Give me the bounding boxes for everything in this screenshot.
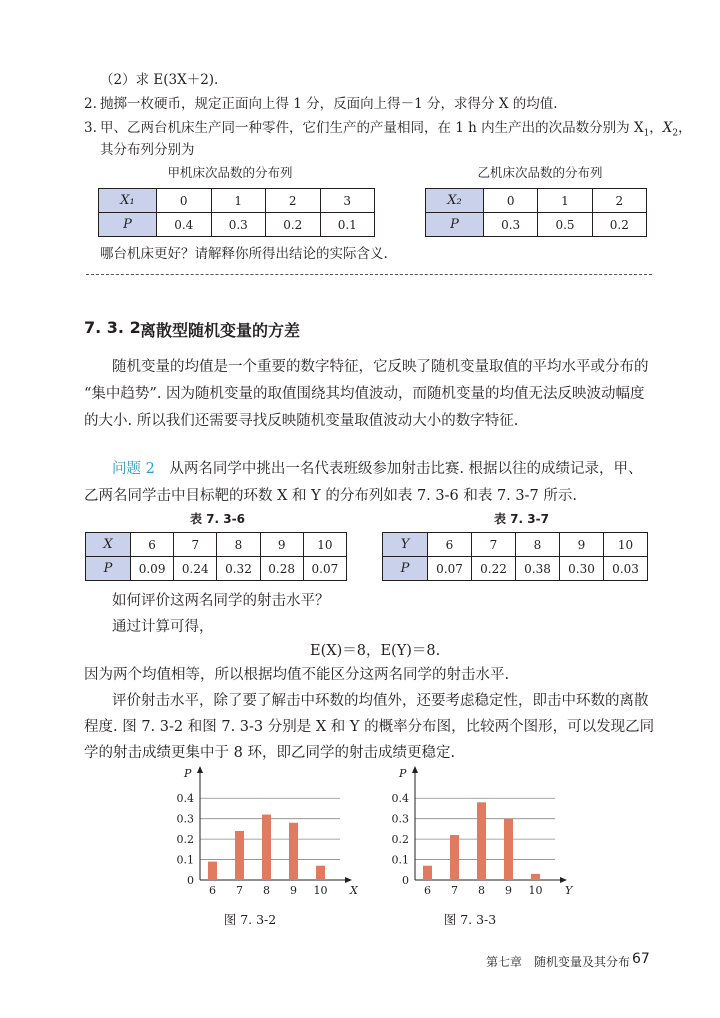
y-axis-label: P [184,767,192,780]
body-line: 程度. 图 7. 3-2 和图 7. 3-3 分别是 X 和 Y 的概率分布图，比较两个图形，可以发现乙同 [84,719,655,735]
table-cell: 6 [131,533,174,557]
table-cell: 0.22 [472,557,516,581]
table-cell: 0.28 [260,557,303,581]
exercise-2-text: 抛掷一枚硬币，规定正面向上得 1 分，反面向上得－1 分，求得分 X 的均值. [100,96,558,112]
table-y-caption: 表 7. 3-7 [494,512,549,526]
body-line: 学的射击成绩更集中于 8 环，即乙同学的射击成绩更稳定. [84,745,456,761]
x-tick-label: 8 [263,884,270,897]
bar [208,862,217,880]
x-tick-label: 8 [478,884,485,897]
chart-y-probability [385,764,575,900]
figure-caption-2: 图 7. 3-3 [443,912,497,927]
table-cell: 9 [560,533,604,557]
paragraph-line: “集中趋势”. 因为随机变量的取值围绕其均值波动，而随机变量的均值无法反映波动幅度 [84,386,645,402]
table-cell: 1 [538,189,592,213]
jia-table-caption: 甲机床次品数的分布列 [167,165,293,180]
table-header-x2: X₂ [426,189,484,213]
x-tick-label: 9 [290,884,297,897]
bar [316,866,325,880]
bar [289,823,298,880]
exercise-3-number: 3. [84,120,97,136]
chapter-footer: 第七章 随机变量及其分布 [486,955,631,969]
table-header-p: P [383,557,428,581]
y-tick-label: 0.2 [176,833,194,847]
y-axis-arrow-icon [197,766,203,773]
table-cell: 8 [217,533,260,557]
body-line: 因为两个均值相等，所以根据均值不能区分这两名同学的射击水平. [84,667,510,683]
exercise-3-text: 甲、乙两台机床生产同一种零件，它们生产的产量相同，在 1 h 内生产出的次品数分别为 $X_1$，$X_2$， [100,120,692,139]
table-cell: 0.30 [560,557,604,581]
y-tick-label: 0.2 [391,833,409,847]
y-tick-label: 0.4 [176,792,194,806]
x-tick-label: 6 [424,884,431,897]
table-header-p: P [426,213,484,237]
exercise-2-number: 2. [84,96,97,112]
jia-distribution-table [98,188,375,237]
x-tick-label: 9 [505,884,512,897]
section-title: 离散型随机变量的方差 [140,321,301,340]
exercise-3-text-2: 其分布列分别为 [100,142,195,158]
table-cell: 0.32 [217,557,260,581]
y-tick-label: 0.4 [391,792,409,806]
y-tick-label: 0.3 [176,812,194,826]
problem-line: 问题 2 从两名同学中挑出一名代表班级参加射击比赛. 根据以往的成绩记录，甲、 [112,461,643,477]
x-tick-label: 7 [236,884,243,897]
problem-label: 问题 2 [112,461,155,477]
table-cell: 0.2 [266,213,321,237]
bar [450,835,459,880]
y-axis-arrow-icon [412,766,418,773]
table-header-y: Y [383,533,428,557]
body-line: 通过计算可得， [112,619,214,635]
paragraph-line: 的大小. 所以我们还需要寻找反映随机变量取值波动大小的数字特征. [84,413,519,429]
y-distribution-table [382,532,648,581]
problem-line: 乙两名同学击中目标靶的环数 X 和 Y 的分布列如表 7. 3-6 和表 7. 3-7 所示. [84,488,577,504]
formula: E(X)＝8，E(Y)＝8. [310,643,441,659]
bar [477,802,486,880]
table-cell: 0.3 [484,213,538,237]
table-cell: 7 [472,533,516,557]
bar [531,874,540,880]
x-tick-label: 10 [313,884,328,897]
y-axis-label: P [399,767,407,780]
x-distribution-table [85,532,347,581]
body-line: 评价射击水平，除了要了解击中环数的均值外，还要考虑稳定性，即击中环数的离散 [112,693,649,709]
x-tick-label: 10 [528,884,543,897]
table-cell: 0.1 [320,213,375,237]
bar [235,831,244,880]
bar [504,819,513,880]
paragraph-line: 随机变量的均值是一个重要的数字特征，它反映了随机变量取值的平均水平或分布的 [112,359,649,375]
table-cell: 7 [174,533,217,557]
table-cell: 2 [592,189,646,213]
table-header-p: P [99,213,157,237]
bar [423,866,432,880]
yi-table-caption: 乙机床次品数的分布列 [477,165,603,180]
y-tick-label: 0.3 [391,812,409,826]
x-axis-label: Y [565,884,573,897]
table-cell: 0.07 [428,557,472,581]
y-tick-label: 0 [187,874,194,887]
divider [86,274,652,275]
table-cell: 0.38 [516,557,560,581]
body-line: 如何评价这两名同学的射击水平？ [112,593,330,609]
table-header-p: P [86,557,131,581]
table-cell: 0.4 [157,213,212,237]
y-tick-label: 0 [402,874,409,887]
table-cell: 2 [266,189,321,213]
table-cell: 0.24 [174,557,217,581]
table-cell: 10 [604,533,648,557]
table-cell: 0.03 [604,557,648,581]
table-x-caption: 表 7. 3-6 [190,512,245,526]
table-cell: 0.3 [211,213,266,237]
table-cell: 0.09 [131,557,174,581]
table-header-x1: X₁ [99,189,157,213]
x-tick-label: 7 [451,884,458,897]
table-cell: 6 [428,533,472,557]
exercise-part-2: （2）求 E(3X＋2). [100,72,219,88]
table-cell: 8 [516,533,560,557]
table-header-x: X [86,533,131,557]
x-tick-label: 6 [209,884,216,897]
bar [262,815,271,880]
figure-caption-1: 图 7. 3-2 [223,912,277,927]
table-cell: 0.5 [538,213,592,237]
y-tick-label: 0.1 [176,853,194,867]
yi-distribution-table [425,188,647,237]
exercise-question: 哪台机床更好？请解释你所得出结论的实际含义. [100,246,388,262]
y-tick-label: 0.1 [391,853,409,867]
table-cell: 0.2 [592,213,646,237]
table-cell: 9 [260,533,303,557]
table-cell: 0 [484,189,538,213]
page-number: 67 [632,951,650,967]
table-cell: 0.07 [303,557,346,581]
table-cell: 0 [157,189,212,213]
x-axis-arrow-icon [345,877,352,883]
x-axis-arrow-icon [560,877,567,883]
table-cell: 10 [303,533,346,557]
section-number: 7. 3. 2 [84,318,141,337]
table-cell: 3 [320,189,375,213]
table-cell: 1 [211,189,266,213]
x-axis-label: X [350,884,358,897]
chart-x-probability [170,764,360,900]
